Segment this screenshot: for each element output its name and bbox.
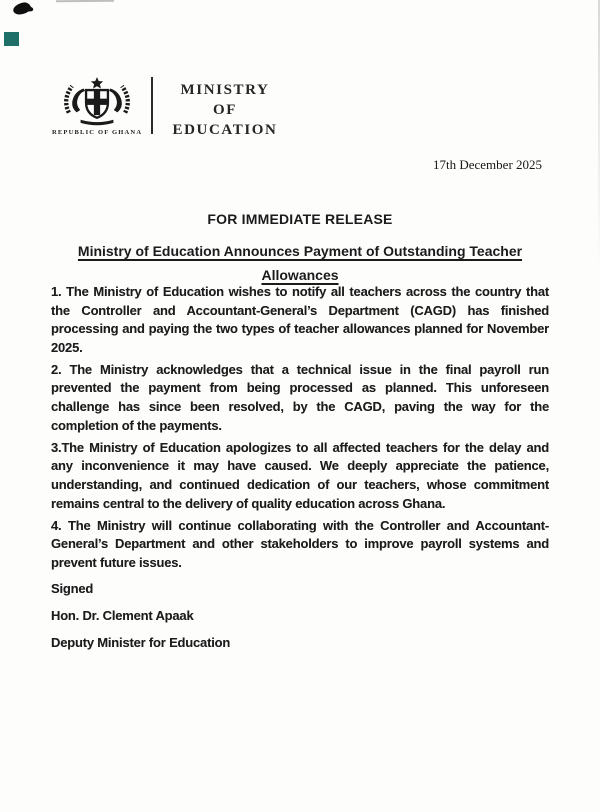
- release-label: FOR IMMEDIATE RELEASE: [207, 211, 393, 227]
- ink-blot-mark: [12, 1, 32, 16]
- document-date: 17th December 2025: [433, 157, 543, 172]
- signatory-name: Hon. Dr. Clement Apaak: [51, 608, 194, 623]
- paragraph-4: 4. The Ministry will continue collaborating with the Controller and Accountant-General’s Department and other stakeholders to improve payroll systems and prevent future issues.: [51, 517, 549, 570]
- letterhead-divider: [151, 77, 153, 134]
- paragraph-1: 1. The Ministry of Education wishes to notify all teachers across the country that the Controller and Accountant-General’s Department (CAGD) has finished processing and paying the two types of teacher allowances planned for November 2025.: [51, 284, 549, 355]
- headline: Ministry of Education Announces Payment of Outstanding Teacher Allowances: [77, 243, 523, 283]
- ministry-name-line1: MINISTRY: [180, 82, 270, 98]
- ghana-coat-of-arms: [52, 76, 142, 136]
- scan-edge-line: [56, 0, 114, 2]
- ministry-name-line3: EDUCATION: [172, 122, 278, 138]
- body-text: [51, 283, 549, 652]
- letterhead: [52, 76, 281, 140]
- signatory-title: Deputy Minister for Education: [51, 634, 231, 650]
- ministry-name: [169, 76, 281, 140]
- paragraph-3: 3.The Ministry of Education apologizes to all affected teachers for the delay and any inconvenience it may have caused. We deeply appreciate the patience, understanding, and continued dedication of our teachers, whose commitment remains central to the delivery of quality education across Ghana.: [51, 439, 549, 511]
- coat-of-arms-icon: [57, 76, 137, 126]
- signed-label: Signed: [51, 581, 94, 597]
- paragraph-2: 2. The Ministry acknowledges that a technical issue in the final payroll run prevented the payment from being processed as planned. This unforeseen challenge has since been resolved, by the CAGD, paving the way for the completion of the payments.: [51, 361, 549, 433]
- crest-caption: REPUBLIC OF GHANA: [52, 129, 143, 136]
- teal-color-patch: [4, 32, 19, 46]
- ministry-name-line2: OF: [212, 102, 238, 118]
